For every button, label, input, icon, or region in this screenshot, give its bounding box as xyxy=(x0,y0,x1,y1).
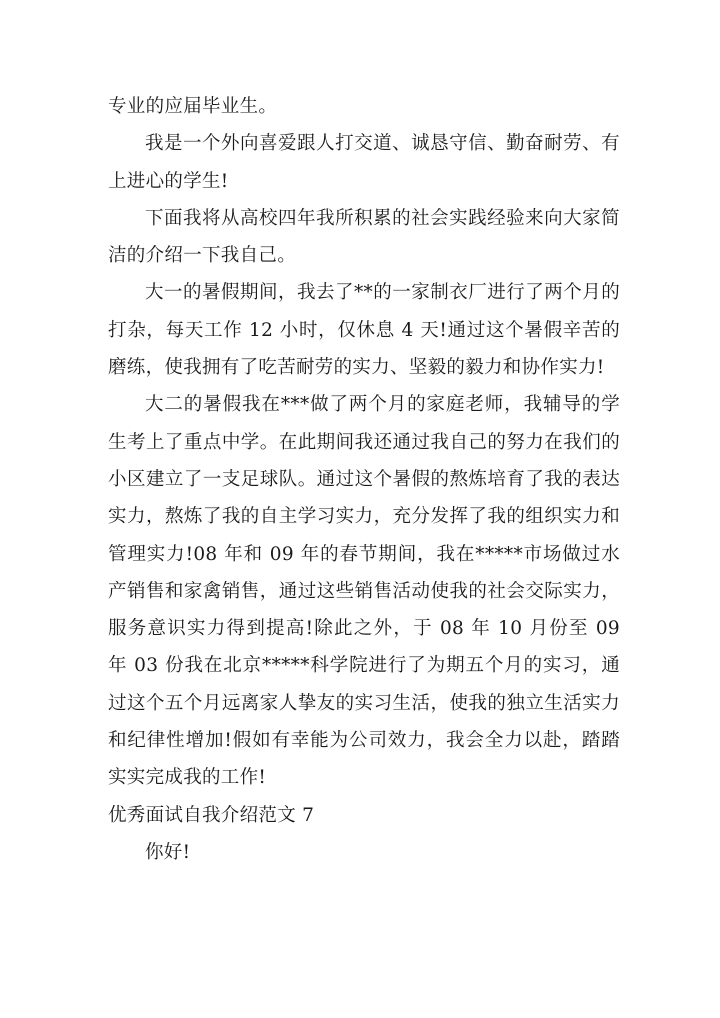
section-heading: 优秀面试自我介绍范文 7 xyxy=(108,804,315,826)
paragraph-greeting: 你好! xyxy=(145,841,191,863)
paragraph-continuation: 专业的应届毕业生。 xyxy=(108,96,278,117)
paragraph-sophomore-summer: 大二的暑假我在***做了两个月的家庭老师，我辅导的学生考上了重点中学。在此期间我还通过我自己的努力在我们的小区建立了一支足球队。通过这个暑假的熬炼培育了我的表达实力，熬炼了我的自主学习实力，充分发挥了我的组织实力和管理实力!08 年和 09 年的春节期间，我在*****市场做过水产销售和家禽销售，通过这些销售活动使我的社会交际实力，服务意识实力得到提高!除此之外，于 08 年 10 月份至 09 年 03 份我在北京*****科学院进行了为期五个月的实习，通过这个五个月远离家人挚友的实习生活，使我的独立生活实力和纪律性增加!假如有幸能为公司效力，我会全力以赴，踏踏实实完成我的工作! xyxy=(108,394,620,789)
paragraph-personality: 我是一个外向喜爱跟人打交道、诚恳守信、勤奋耐劳、有上进心的学生! xyxy=(108,133,620,192)
paragraph-intro: 下面我将从高校四年我所积累的社会实践经验来向大家简洁的介绍一下我自己。 xyxy=(108,207,620,267)
document-body xyxy=(108,88,620,871)
paragraph-freshman-summer: 大一的暑假期间，我去了**的一家制衣厂进行了两个月的打杂，每天工作 12 小时，仅休息 4 天!通过这个暑假辛苦的磨练，使我拥有了吃苦耐劳的实力、坚毅的毅力和协作实力! xyxy=(108,282,620,379)
